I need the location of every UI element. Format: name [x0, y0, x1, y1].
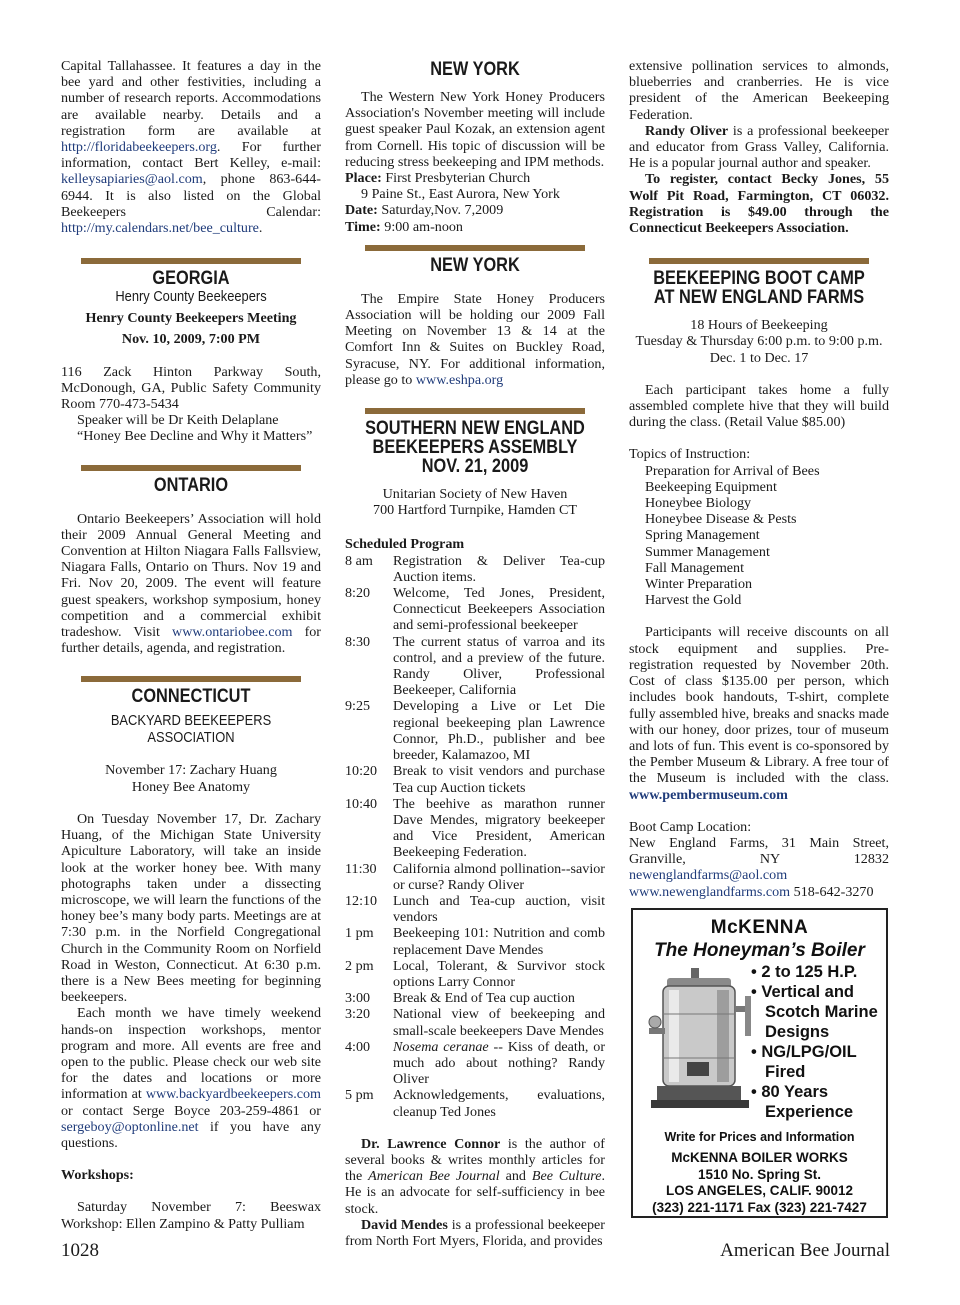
topics-label: Topics of Instruction: — [629, 446, 751, 463]
program-desc: Registration & Deliver Tea-cup Auction items. — [393, 552, 605, 585]
georgia-speaker: Speaker will be Dr Keith Delaplane — [77, 412, 279, 429]
topic-item: Beekeeping Equipment — [645, 478, 777, 495]
program-time: 11:30 — [345, 860, 377, 877]
bootcamp-schedule: Tuesday & Thursday 6:00 p.m. to 9:00 p.m. — [635, 333, 883, 350]
place-value: First Presbyterian Church — [385, 170, 531, 187]
ct-event-line2: Honey Bee Anatomy — [131, 778, 251, 795]
program-desc: Break & End of Tea cup auction — [393, 990, 575, 1007]
program-desc: California almond pollination--savior or curse? Randy Oliver — [393, 860, 605, 893]
program-time: 8 am — [345, 552, 373, 569]
program-item — [345, 1039, 605, 1088]
program-item — [345, 698, 605, 763]
program-time: 3:20 — [345, 1006, 371, 1023]
bio-text: and — [499, 1168, 532, 1185]
ad-company-name: McKENNA — [710, 917, 809, 938]
kelley-email-link[interactable]: kelleysapiaries@aol.com — [61, 171, 203, 188]
ad-feature: • NG/LPG/OIL Fired — [751, 1043, 857, 1081]
workshops-label: Workshops: — [61, 1167, 134, 1184]
topic-item: Honeybee Disease & Pests — [645, 511, 797, 528]
ontario-heading: ONTARIO — [153, 474, 229, 496]
serge-email-link[interactable]: sergeboy@optonline.net — [61, 1118, 199, 1135]
connecticut-subheading: BACKYARD BEEKEEPERS ASSOCIATION — [110, 712, 272, 747]
section-divider — [649, 258, 869, 264]
ny1-time — [345, 219, 605, 235]
program-list — [345, 553, 605, 1120]
program-desc-italic: Nosema ceranae — [393, 1038, 489, 1055]
bootcamp-dates: Dec. 1 to Dec. 17 — [709, 349, 809, 366]
program-item — [345, 763, 605, 795]
bio-text: is the author of several books & writes monthly articles for the — [345, 1135, 605, 1185]
location-info — [629, 835, 889, 900]
program-item — [345, 990, 605, 1006]
program-time: 1 pm — [345, 925, 374, 942]
program-time: 8:20 — [345, 585, 371, 602]
topic-item: Spring Management — [645, 527, 760, 544]
sne-heading-line1: SOUTHERN NEW ENGLAND — [365, 418, 585, 440]
column-left — [61, 58, 321, 1232]
topic-item: Summer Management — [645, 543, 770, 560]
program-desc: The current status of varroa and its control, and a preview of the future. Randy Oliver, Professional Beekeeper, California — [393, 633, 605, 699]
eshpa-link[interactable]: www.eshpa.org — [415, 371, 504, 388]
place-label: Place: — [345, 170, 382, 187]
section-divider — [81, 465, 301, 471]
program-item — [345, 861, 605, 893]
program-item — [345, 1006, 605, 1038]
program-desc — [393, 1039, 605, 1088]
sne-venue: Unitarian Society of New Haven — [382, 486, 568, 503]
section-divider — [365, 408, 585, 414]
connecticut-heading: CONNECTICUT — [131, 686, 251, 708]
florida-reg-link[interactable]: http://floridabeekeepers.org — [61, 139, 217, 156]
bio-text: is a professional beekeeper from North Fort Myers, Florida, and provides — [345, 1216, 605, 1249]
florida-text: , phone 863-644-6944. It is also listed on the Global Beekeepers Calendar: — [61, 171, 321, 220]
florida-continued — [61, 58, 321, 236]
backyard-link[interactable]: www.backyardbeekeepers.com — [145, 1086, 321, 1103]
publication-name: American Bee Journal — [368, 1168, 500, 1185]
program-desc: Lunch and Tea-cup auction, visit vendors — [393, 892, 605, 926]
program-item — [345, 958, 605, 990]
calendar-link[interactable]: http://my.calendars.net/bee_culture — [61, 220, 259, 237]
program-time: 3:00 — [345, 990, 371, 1007]
program-item — [345, 796, 605, 861]
ct-text: or contact Serge Boyce 203-259-4861 or — [61, 1102, 321, 1119]
bio-text: is a professional beekeeper and educator from Grass Valley, California. He is a popular journal author and speaker. — [629, 122, 889, 172]
program-item — [345, 893, 605, 925]
journal-name: American Bee Journal — [720, 1240, 890, 1261]
connor-name: Dr. Lawrence Connor — [361, 1135, 501, 1152]
program-item — [345, 553, 605, 585]
ny1-text: The Western New York Honey Producers Association's November meeting will include guest speaker Paul Kozak, an extension agent from Cornell. His topic of discussion will be reducing stress beekeeping and IPM methods. — [345, 89, 605, 170]
program-desc: Acknowledgements, evaluations, cleanup Ted Jones — [393, 1087, 605, 1120]
boiler-illustration — [647, 966, 759, 1116]
program-time: 9:25 — [345, 698, 371, 715]
topic-item: Winter Preparation — [645, 576, 753, 593]
sne-heading-line2: BEEKEEPERS ASSEMBLY — [372, 437, 578, 459]
section-divider — [365, 245, 585, 251]
program-item — [345, 1087, 605, 1119]
ny2-text — [345, 291, 605, 388]
ontario-text-part: Ontario Beekeepers’ Association will hold their 2009 Annual General Meeting and Convention at Hilton Niagara Falls Fallsview, Niagara Falls, Ontario on Thurs. Nov 19 and Fri. Nov 20, 2009. The event will feature guest speakers, workshop symposium, honey competition and a commercial exhibit tradeshow. Visit — [61, 510, 321, 641]
program-time: 8:30 — [345, 633, 371, 650]
program-label: Scheduled Program — [345, 536, 465, 553]
program-desc: Developing a Live or Let Die regional beekeeping plan Lawrence Connor, Ph.D., publisher and bee breeder, Kalamazoo, MI — [393, 698, 605, 764]
georgia-address: 116 Zack Hinton Parkway South, McDonough, GA, Public Safety Community Room 770-473-5434 — [61, 363, 321, 413]
mendes-bio — [345, 1217, 605, 1249]
program-item — [345, 634, 605, 699]
ad-features — [751, 962, 887, 1122]
florida-text: Capital Tallahassee. It features a day in the bee yard and other festivities, including a number of research reports. Accommodations are available nearby. Details and a registration form are available at — [61, 58, 321, 139]
program-time: 10:40 — [345, 795, 378, 812]
program-time: 12:10 — [345, 892, 378, 909]
ny1-place — [345, 170, 605, 186]
program-time: 4:00 — [345, 1038, 371, 1055]
bootcamp-discount-text — [629, 624, 889, 802]
oliver-name: Randy Oliver — [645, 122, 729, 139]
ad-city: LOS ANGELES, CALIF. 90012 — [665, 1183, 854, 1199]
column-middle — [345, 58, 605, 1249]
program-desc-text: -- Kiss of death, or much ado about nothing? Randy Oliver — [393, 1038, 606, 1088]
florida-text: . For further information, contact Bert Kelley, e-mail: — [61, 139, 321, 172]
program-desc: Beekeeping 101: Nutrition and comb replacement Dave Mendes — [393, 925, 605, 958]
program-item — [345, 925, 605, 957]
bootcamp-heading-line1: BEEKEEPING BOOT CAMP — [653, 268, 865, 290]
program-desc: The beehive as marathon runner Dave Mendes, migratory beekeeper and Vice President, American Beekeeping Federation. — [393, 795, 605, 861]
nef-email-link[interactable]: newenglandfarms@aol.com — [629, 867, 788, 884]
topic-item: Harvest the Gold — [645, 592, 742, 609]
program-time: 2 pm — [345, 957, 374, 974]
connor-bio — [345, 1136, 605, 1217]
topic-item: Fall Management — [645, 559, 745, 576]
ontario-text — [61, 511, 321, 657]
ny1-date — [345, 202, 605, 218]
georgia-subheading: Henry County Beekeepers — [115, 288, 267, 306]
ny2-text-part: The Empire State Honey Producers Association will be holding our 2009 Fall Meeting on November 13 & 14 at the Comfort Inn & Suites on Buckley Road, Syracuse, NY. For additional information, please go to — [345, 290, 605, 388]
ad-address — [633, 1150, 886, 1216]
bootcamp-hive-text: Each participant takes home a fully assembled complete hive that they will build during the class. (Retail Value $85.00) — [629, 381, 889, 431]
topic-item: Preparation for Arrival of Bees — [645, 462, 820, 479]
program-time: 5 pm — [345, 1087, 374, 1104]
time-label: Time: — [345, 218, 381, 235]
program-desc: Break to visit vendors and purchase Tea cup Auction tickets — [393, 763, 605, 796]
ct-para1: On Tuesday November 17, Dr. Zachary Huang, of the Michigan State University Apiculture Laboratory, will take an inside look at the worker honey bee. With many photographs taken under a dissecting microscope, we will learn the functions of the honey bee’s many body parts. Meetings are at 7:30 p.m. in the Norfield Congregational Church in the Community Room on Norfield Road in Weston, Connecticut. At 6:30 p.m. there is a New Bees meeting for beginning beekeepers. — [61, 810, 321, 1006]
ct-text: if you have any questions. — [61, 1118, 321, 1151]
sne-heading-line3: NOV. 21, 2009 — [421, 456, 529, 478]
ad-cta: Write for Prices and Information — [664, 1130, 855, 1144]
location-phone: 518-642-3270 — [790, 883, 874, 900]
mendes-name: David Mendes — [361, 1216, 448, 1233]
ad-slogan: The Honeyman’s Boiler — [654, 940, 865, 961]
section-divider — [81, 258, 301, 264]
page-number: 1028 — [61, 1240, 99, 1261]
date-value: Saturday,Nov. 7,2009 — [381, 202, 504, 219]
bootcamp-hours: 18 Hours of Beekeeping — [690, 317, 828, 334]
ad-phones: (323) 221-1171 Fax (323) 221-7427 — [652, 1199, 867, 1215]
bio-text: . He is an advocate for self-sufficiency in bee stock. — [345, 1168, 605, 1217]
location-label: Boot Camp Location: — [629, 818, 752, 835]
topics-list — [629, 463, 889, 609]
topic-item: Honeybee Biology — [645, 495, 752, 512]
program-desc: National view of beekeeping and small-scale beekeepers Dave Mendes — [393, 1006, 605, 1039]
ontario-link[interactable]: www.ontariobee.com — [172, 624, 293, 641]
ny1-address: 9 Paine St., East Aurora, New York — [361, 186, 560, 203]
location-text: New England Farms, 31 Main Street, Granville, NY 12832 — [629, 834, 889, 868]
nef-web-link[interactable]: www.newenglandfarms.com — [629, 883, 791, 900]
georgia-date: Nov. 10, 2009, 7:00 PM — [121, 331, 261, 348]
ny2-heading: NEW YORK — [430, 254, 520, 276]
georgia-topic: “Honey Bee Decline and Why it Matters” — [77, 428, 313, 445]
registration-info: To register, contact Becky Jones, 55 Wolf Pit Road, Farmington, CT 06032. Registration is $49.00 through the Connecticut Beekeepers Association. — [629, 171, 889, 237]
section-divider — [81, 676, 301, 682]
ct-text: Each month we have timely weekend hands-on inspection workshops, mentor program and more. All events are free and open to the public. Please check our web site for the dates and locations or more information at — [61, 1005, 321, 1103]
column-right — [629, 58, 889, 900]
time-value: 9:00 am-noon — [384, 218, 463, 235]
discount-text: Participants will receive discounts on all stock equipment and supplies. Pre-registration requested by November 20th. Cost of class $135.00 per person, which includes book handouts, T-shirt, complete fully assembled hive, breaks and snacks made with our honey, door prizes, tour of museum and lots of fun. This event is co-sponsored by the Pember Museum & Library. A free tour of the Museum is included with the class. — [629, 624, 889, 787]
date-label: Date: — [345, 202, 378, 219]
mckenna-advertisement — [631, 908, 888, 1218]
ad-feature: • Vertical and Scotch Marine Designs — [751, 983, 878, 1041]
program-desc: Welcome, Ted Jones, President, Connecticut Beekeepers Association and semi-professional beekeeper — [393, 585, 605, 634]
mendes-bio-continued: extensive pollination services to almonds, blueberries and cranberries. He is vice president of the American Beekeeping Federation. — [629, 58, 889, 123]
ct-para2 — [61, 1005, 321, 1151]
publication-name: Bee Culture — [531, 1168, 602, 1185]
ad-company: McKENNA BOILER WORKS — [671, 1150, 848, 1165]
workshop-item: Saturday November 7: Beeswax Workshop: Ellen Zampino & Patty Pulliam — [61, 1199, 321, 1232]
oliver-bio — [629, 123, 889, 172]
program-desc: Local, Tolerant, & Survivor stock options Larry Connor — [393, 957, 605, 990]
florida-text: . — [258, 220, 263, 237]
bootcamp-heading-line2: AT NEW ENGLAND FARMS — [653, 287, 865, 309]
program-item — [345, 585, 605, 634]
pember-museum-link[interactable]: www.pembermuseum.com — [629, 786, 788, 803]
georgia-heading: GEORGIA — [152, 268, 230, 290]
sne-venue-address: 700 Hartford Turnpike, Hamden CT — [373, 502, 577, 519]
ad-feature: • 80 Years Experience — [751, 1083, 854, 1121]
ct-event-line1: November 17: Zachary Huang — [105, 762, 277, 779]
ad-street: 1510 No. Spring St. — [697, 1166, 822, 1182]
georgia-meeting: Henry County Beekeepers Meeting — [85, 310, 297, 327]
ontario-text-part: for further details, agenda, and registration. — [61, 624, 321, 657]
ad-feature: • 2 to 125 H.P. — [751, 963, 858, 981]
ny1-heading: NEW YORK — [430, 59, 520, 80]
program-time: 10:20 — [345, 763, 378, 780]
